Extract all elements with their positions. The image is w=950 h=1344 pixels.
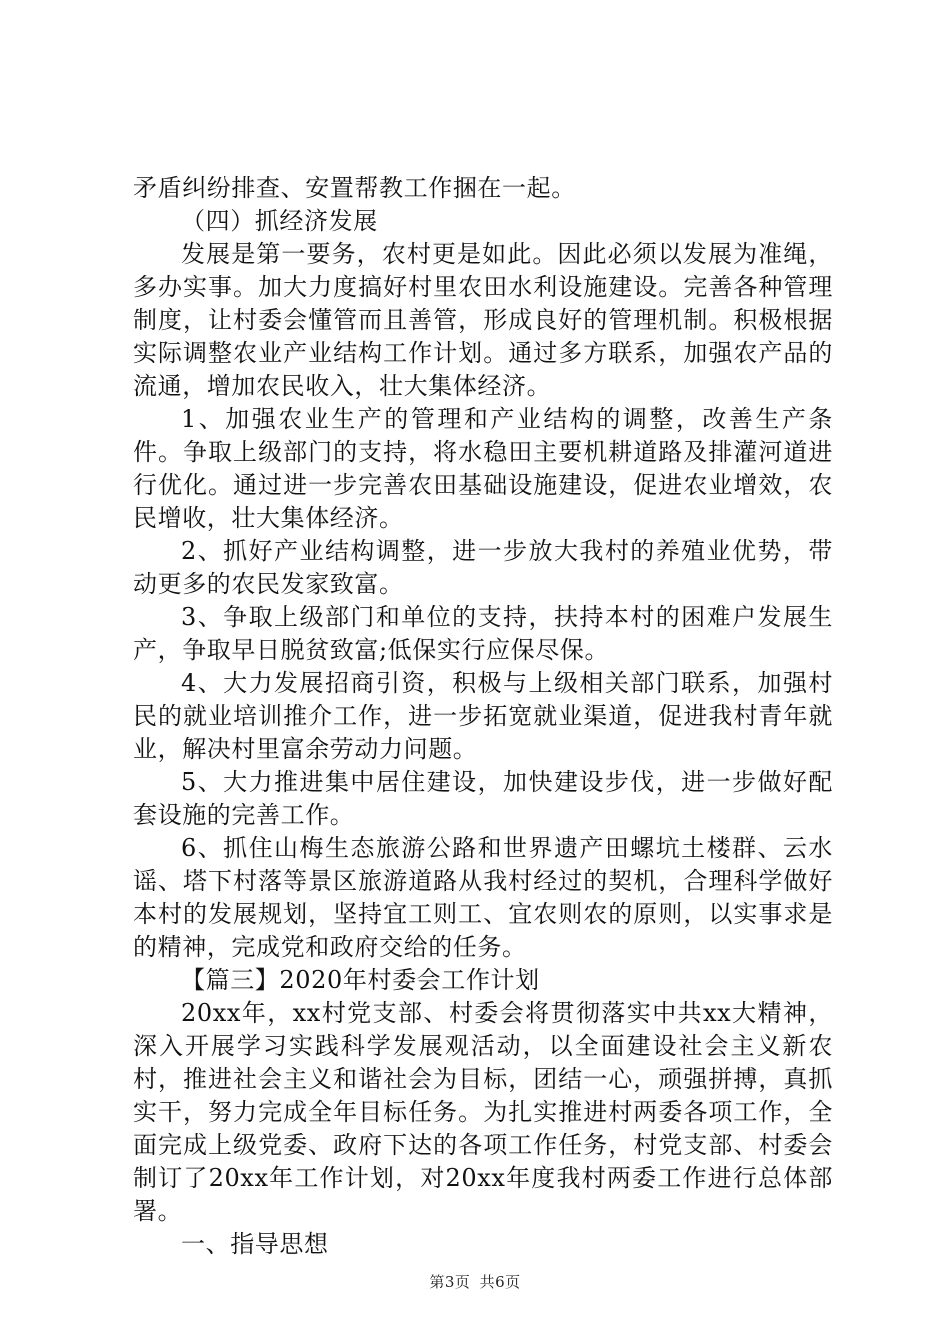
list-item-3: 3、争取上级部门和单位的支持，扶持本村的困难户发展生产，争取早日脱贫致富;低保实行应保尽保。 xyxy=(133,603,833,664)
paragraph-annual-plan-intro: 20xx年，xx村党支部、村委会将贯彻落实中共xx大精神，深入开展学习实践科学发展观活动，以全面建设社会主义新农村，推进社会主义和谐社会为目标，团结一心，顽强拼搏，真抓实干，努力完成全年目标任务。为扎实推进村两委各项工作，全面完成上级党委、政府下达的各项工作任务，村党支部、村委会制订了20xx年工作计划，对20xx年度我村两委工作进行总体部署。 xyxy=(133,999,833,1225)
paragraph-continuation: 矛盾纠纷排查、安置帮教工作捆在一起。 xyxy=(133,174,576,202)
section-heading-economic-development: （四）抓经济发展 xyxy=(181,207,378,235)
paragraph-development-priority: 发展是第一要务，农村更是如此。因此必须以发展为准绳，多办实事。加大力度搞好村里农田水利设施建设。完善各种管理制度，让村委会懂管而且善管，形成良好的管理机制。积极根据实际调整农业产业结构工作计划。通过多方联系，加强农产品的流通，增加农民收入，壮大集体经济。 xyxy=(133,240,833,400)
list-item-1: 1、加强农业生产的管理和产业结构的调整，改善生产条件。争取上级部门的支持，将水稳田主要机耕道路及排灌河道进行优化。通过进一步完善农田基础设施建设，促进农业增效，农民增收，壮大集体经济。 xyxy=(133,405,833,532)
section-heading-guiding-ideology: 一、指导思想 xyxy=(181,1230,329,1258)
page-total: 共6页 xyxy=(479,1273,521,1291)
list-item-2: 2、抓好产业结构调整，进一步放大我村的养殖业优势，带动更多的农民发家致富。 xyxy=(133,537,833,598)
chapter-heading-part-three: 【篇三】2020年村委会工作计划 xyxy=(181,966,540,994)
page-footer xyxy=(0,1272,950,1292)
document-body xyxy=(133,172,833,1261)
list-item-4: 4、大力发展招商引资，积极与上级相关部门联系，加强村民的就业培训推介工作，进一步拓宽就业渠道，促进我村青年就业，解决村里富余劳动力问题。 xyxy=(133,669,833,763)
list-item-6: 6、抓住山梅生态旅游公路和世界遗产田螺坑土楼群、云水谣、塔下村落等景区旅游道路从我村经过的契机，合理科学做好本村的发展规划，坚持宜工则工、宜农则农的原则，以实事求是的精神，完成党和政府交给的任务。 xyxy=(133,834,833,961)
page-number: 第3页 xyxy=(429,1273,471,1291)
list-item-5: 5、大力推进集中居住建设，加快建设步伐，进一步做好配套设施的完善工作。 xyxy=(133,768,833,829)
